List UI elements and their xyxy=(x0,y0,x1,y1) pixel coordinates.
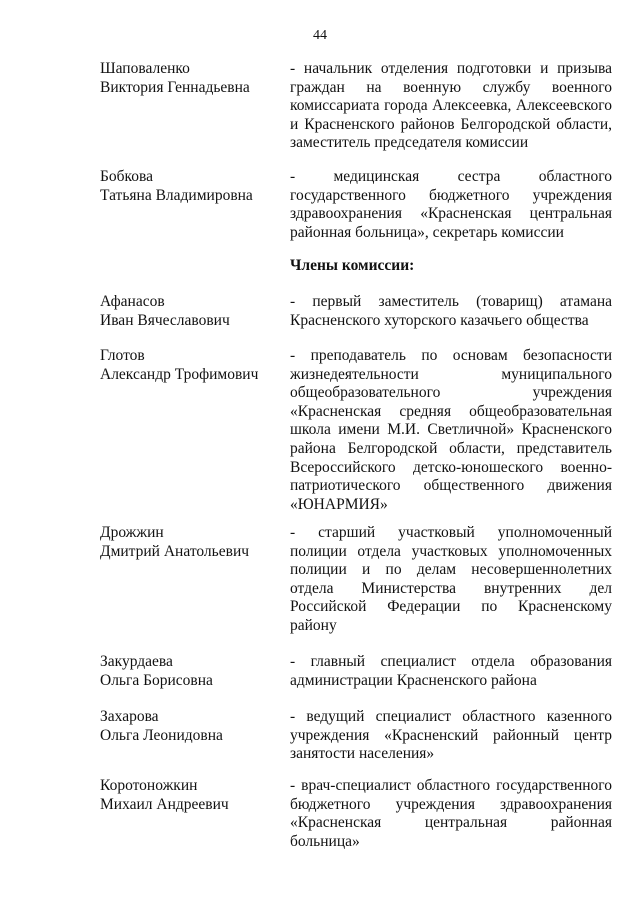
member-name xyxy=(100,653,280,690)
member-name-line: Михаил Андреевич xyxy=(100,795,229,813)
member-role-line: здравоохранения «Красненская центральная xyxy=(290,205,612,223)
member-name-line: Ольга Борисовна xyxy=(100,671,213,689)
member-role-line: - начальник отделения подготовки и призыва xyxy=(290,60,612,77)
member-name xyxy=(100,60,280,97)
member-role-line: Всероссийского детско-юношеского военно- xyxy=(290,458,612,476)
member-name-line: Иван Вячеславович xyxy=(100,311,230,329)
member-role-line: - медицинская сестра областного xyxy=(290,168,612,185)
member-name-line: Бобкова xyxy=(100,168,154,185)
member-role-line: больница» xyxy=(290,832,360,850)
members-heading: Члены комиссии: xyxy=(290,257,415,274)
member-role-line: Российской Федерации по Красненскому xyxy=(290,598,612,616)
member-role-line: - врач-специалист областного государственного xyxy=(290,777,612,794)
member-role-line: школа имени М.И. Светличной» Красненского xyxy=(290,421,612,439)
page-number: 44 xyxy=(313,28,327,43)
member-role-line: общеобразовательного учреждения xyxy=(290,384,612,402)
member-role xyxy=(290,777,612,851)
member-role-line: полиции и по делам несовершеннолетних xyxy=(290,561,612,579)
member-role xyxy=(290,653,612,690)
member-name-line: Глотов xyxy=(100,347,145,364)
member-role-line: занятости населения» xyxy=(290,745,435,763)
member-name-line: Захарова xyxy=(100,708,159,725)
member-role xyxy=(290,293,612,330)
member-name xyxy=(100,347,280,384)
member-role xyxy=(290,708,612,764)
member-name-line: Афанасов xyxy=(100,293,165,310)
member-role-line: отдела Министерства внутренних дел xyxy=(290,579,612,597)
member-role xyxy=(290,347,612,514)
member-role-line: «Красненская центральная районная xyxy=(290,814,612,832)
member-name-line: Закурдаева xyxy=(100,653,173,670)
member-name-line: Дрожжин xyxy=(100,524,164,541)
member-name-line: Шаповаленко xyxy=(100,60,190,77)
member-role-line: - главный специалист отдела образования xyxy=(290,653,612,670)
member-role-line: жизнедеятельности муниципального xyxy=(290,365,612,383)
member-name-line: Коротоножкин xyxy=(100,777,198,794)
member-role-line: учреждения «Красненский районный центр xyxy=(290,726,612,744)
member-role xyxy=(290,168,612,242)
member-role-line: - первый заместитель (товарищ) атамана xyxy=(290,293,612,310)
member-role-line: комиссариата города Алексеевка, Алексеевского xyxy=(290,97,612,115)
member-name xyxy=(100,708,280,745)
member-name-line: Ольга Леонидовна xyxy=(100,726,223,744)
member-role-line: «Красненская средняя общеобразовательная xyxy=(290,402,612,420)
member-role-line: - ведущий специалист областного казенного xyxy=(290,708,612,725)
member-name-line: Виктория Геннадьевна xyxy=(100,78,250,96)
member-role-line: района Белгородской области, представитель xyxy=(290,439,612,457)
member-role xyxy=(290,524,612,636)
member-name xyxy=(100,777,280,814)
member-role-line: - старший участковый уполномоченный xyxy=(290,524,612,541)
member-role-line: государственного бюджетного учреждения xyxy=(290,186,612,204)
member-role-line: заместитель председателя комиссии xyxy=(290,134,529,152)
member-name-line: Александр Трофимович xyxy=(100,365,259,383)
member-name-line: Татьяна Владимировна xyxy=(100,186,253,204)
member-role-line: полиции отдела участковых уполномоченных xyxy=(290,542,612,560)
member-name xyxy=(100,293,280,330)
member-role-line: администрации Красненского района xyxy=(290,671,537,689)
member-role-line: «ЮНАРМИЯ» xyxy=(290,495,388,513)
member-role-line: бюджетного учреждения здравоохранения xyxy=(290,795,612,813)
member-role xyxy=(290,60,612,153)
member-name xyxy=(100,168,280,205)
member-role-line: району xyxy=(290,616,337,634)
member-name-line: Дмитрий Анатольевич xyxy=(100,542,250,560)
member-role-line: граждан на военную службу военного xyxy=(290,78,612,96)
member-role-line: патриотического общественного движения xyxy=(290,477,612,495)
member-role-line: Красненского хуторского казачьего общества xyxy=(290,311,589,329)
member-role-line: и Красненского районов Белгородской области, xyxy=(290,115,612,133)
member-role-line: - преподаватель по основам безопасности xyxy=(290,347,612,364)
member-name xyxy=(100,524,280,561)
member-role-line: районная больница», секретарь комиссии xyxy=(290,223,564,241)
